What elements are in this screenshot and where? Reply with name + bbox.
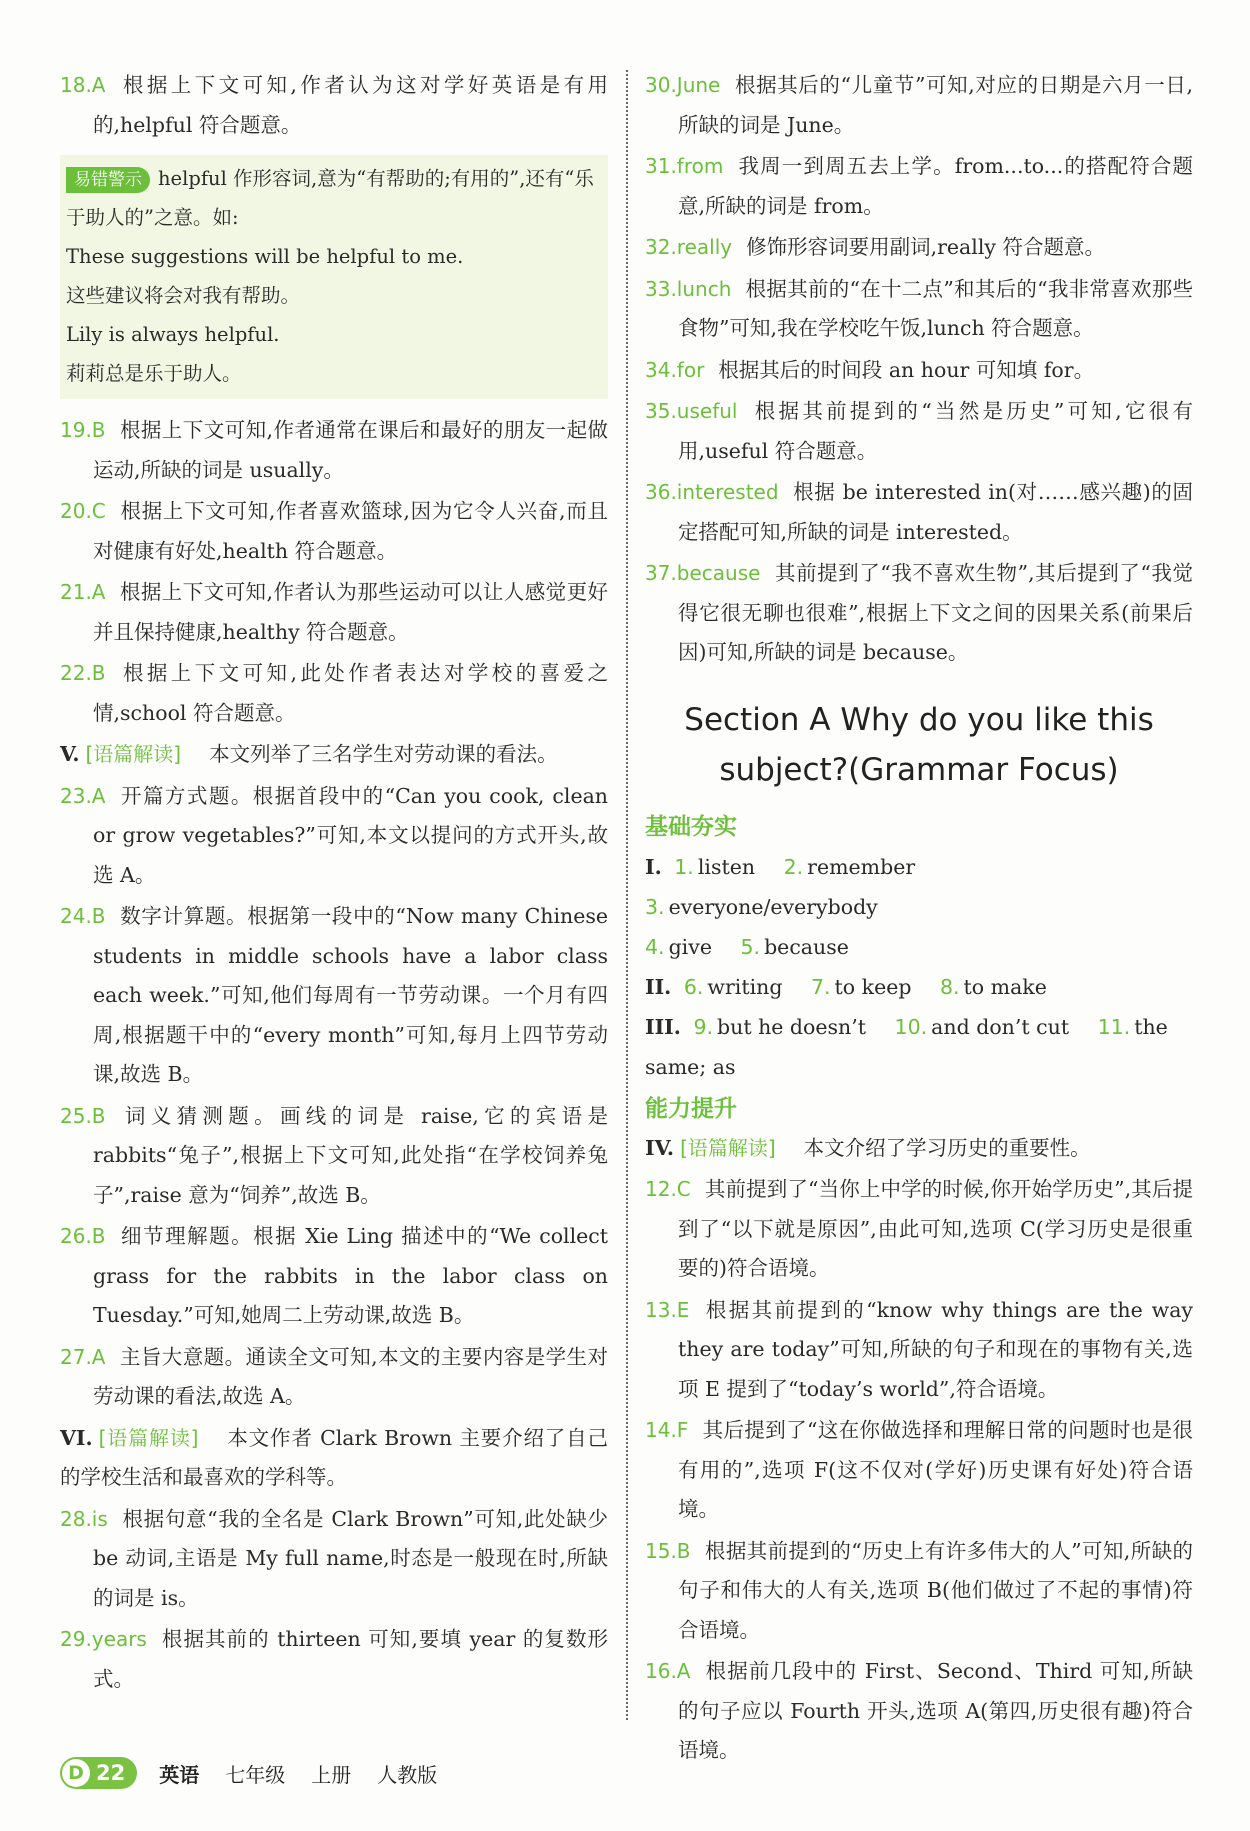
- answer-22: 22.B 根据上下文可知,此处作者表达对学校的喜爱之情,school 符合题意。: [60, 661, 608, 725]
- answer-25: 25.B 词义猜测题。画线的词是 raise,它的宾语是 rabbits“兔子”,根据上下文可知,此处指“在学校饲养兔子”,raise 意为“饲养”,故选 B。: [60, 1103, 608, 1207]
- answer-29: 29.years 根据其前的 thirteen 可知,要填 year 的复数形式。: [60, 1627, 608, 1691]
- error-warning-badge: 易错警示: [66, 167, 150, 193]
- section-vi-reading: VI. [语篇解读] 本文作者 Clark Brown 主要介绍了自己的学校生活和最喜欢的学科等。: [60, 1425, 608, 1489]
- answer-36: 36.interested 根据 be interested in(对……感兴趣)的固定搭配可知,所缺的词是 interested。: [645, 480, 1193, 544]
- column-divider: [626, 70, 628, 1720]
- right-column: [645, 66, 1193, 1773]
- example-zh-2: 莉莉总是乐于助人。: [66, 362, 242, 385]
- answer-34: 34.for 根据其后的时间段 an hour 可知填 for。: [645, 357, 1095, 382]
- answer-19: 19.B 根据上下文可知,作者通常在课后和最好的朋友一起做运动,所缺的词是 usually。: [60, 418, 608, 482]
- answer-27: 27.A 主旨大意题。通读全文可知,本文的主要内容是学生对劳动课的看法,故选 A。: [60, 1344, 608, 1408]
- answer-20: 20.C 根据上下文可知,作者喜欢篮球,因为它令人兴奋,而且对健康有好处,health 符合题意。: [60, 499, 608, 563]
- answer-12: 12.C 其前提到了“当你上中学的时候,你开始学历史”,其后提到了“以下就是原因”,由此可知,选项 C(学习历史是很重要的)符合语境。: [645, 1177, 1193, 1280]
- answer-15: 15.B 根据其前提到的“历史上有许多伟大的人”可知,所缺的句子和伟大的人有关,选项 B(他们做过了不起的事情)符合语境。: [645, 1538, 1193, 1642]
- answer-13: 13.E 根据其前提到的“know why things are the way they are today”可知,所缺的句子和现在的事物有关,选项 E 提到了“today’s world”,符合语境。: [645, 1297, 1193, 1401]
- answers-part-iii: III. 9. but he doesn’t 10. and don’t cut 11. the same; as: [645, 1014, 1168, 1079]
- example-en-2: Lily is always helpful.: [66, 323, 280, 346]
- section-iv-reading: IV. [语篇解读] 本文介绍了学习历史的重要性。: [645, 1135, 1091, 1160]
- answers-part-i: I. 1. listen 2. remember 3. everyone/everybody 4. give 5. because: [645, 854, 916, 959]
- section-v-reading: V. [语篇解读] 本文列举了三名学生对劳动课的看法。: [60, 742, 558, 766]
- example-zh-1: 这些建议将会对我有帮助。: [66, 284, 301, 307]
- answer-30: 30.June 根据其后的“儿童节”可知,对应的日期是六月一日,所缺的词是 June。: [645, 73, 1193, 137]
- answer-31: 31.from 我周一到周五去上学。from...to...的搭配符合题意,所缺的词是 from。: [645, 154, 1193, 218]
- answer-32: 32.really 修饰形容词要用副词,really 符合题意。: [645, 235, 1105, 259]
- footer-term: 上册: [311, 1762, 352, 1787]
- section-title: Section A Why do you like this subject?(Grammar Focus): [684, 701, 1154, 788]
- left-column: [60, 66, 608, 1701]
- answers-part-ii: II. 6. writing 7. to keep 8. to make: [645, 974, 1047, 999]
- answer-23: 23.A 开篇方式题。根据首段中的“Can you cook, clean or grow vegetables?”可知,本文以提问的方式开头,故选 A。: [60, 783, 608, 887]
- answer-16: 16.A 根据前几段中的 First、Second、Third 可知,所缺的句子应以 Fourth 开头,选项 A(第四,历史很有趣)符合语境。: [645, 1659, 1193, 1762]
- error-warning-box: 易错警示 helpful 作形容词,意为“有帮助的;有用的”,还有“乐于助人的”之意。如: These suggestions will be helpful to me. 这些建议将会对我有帮助。 Lily is always helpful. 莉莉总是乐于助人。: [60, 155, 608, 399]
- page-footer: [60, 1753, 463, 1793]
- footer-grade: 七年级: [225, 1762, 286, 1787]
- heading-improvement: 能力提升: [645, 1095, 737, 1122]
- heading-basics: 基础夯实: [645, 813, 737, 840]
- answer-37: 37.because 其前提到了“我不喜欢生物”,其后提到了“我觉得它很无聊也很难”,根据上下文之间的因果关系(前果后因)可知,所缺的词是 because。: [645, 561, 1193, 664]
- footer-edition: 人教版: [377, 1762, 438, 1787]
- page-number-badge: D 22: [60, 1757, 137, 1789]
- answer-35: 35.useful 根据其前提到的“当然是历史”可知,它很有用,useful 符合题意。: [645, 399, 1193, 463]
- answer-24: 24.B 数字计算题。根据第一段中的“Now many Chinese students in middle schools have a labor class each week.”可知,他们每周有一节劳动课。一个月有四周,根据题干中的“every month”可知,每月上四节劳动课,故选 B。: [60, 904, 608, 1086]
- answer-26: 26.B 细节理解题。根据 Xie Ling 描述中的“We collect grass for the rabbits in the labor class on Tuesday.”可知,她周二上劳动课,故选 B。: [60, 1224, 608, 1327]
- footer-subject: 英语: [159, 1762, 200, 1787]
- answer-18: 18.A 根据上下文可知,作者认为这对学好英语是有用的,helpful 符合题意。: [60, 73, 608, 137]
- answer-14: 14.F 其后提到了“这在你做选择和理解日常的问题时也是很有用的”,选项 F(这不仅对(学好)历史课有好处)符合语境。: [645, 1418, 1193, 1521]
- example-en-1: These suggestions will be helpful to me.: [66, 245, 464, 268]
- answer-33: 33.lunch 根据其前的“在十二点”和其后的“我非常喜欢那些食物”可知,我在学校吃午饭,lunch 符合题意。: [645, 276, 1193, 340]
- answer-28: 28.is 根据句意“我的全名是 Clark Brown”可知,此处缺少 be 动词,主语是 My full name,时态是一般现在时,所缺的词是 is。: [60, 1506, 608, 1610]
- answer-21: 21.A 根据上下文可知,作者认为那些运动可以让人感觉更好并且保持健康,healthy 符合题意。: [60, 580, 608, 644]
